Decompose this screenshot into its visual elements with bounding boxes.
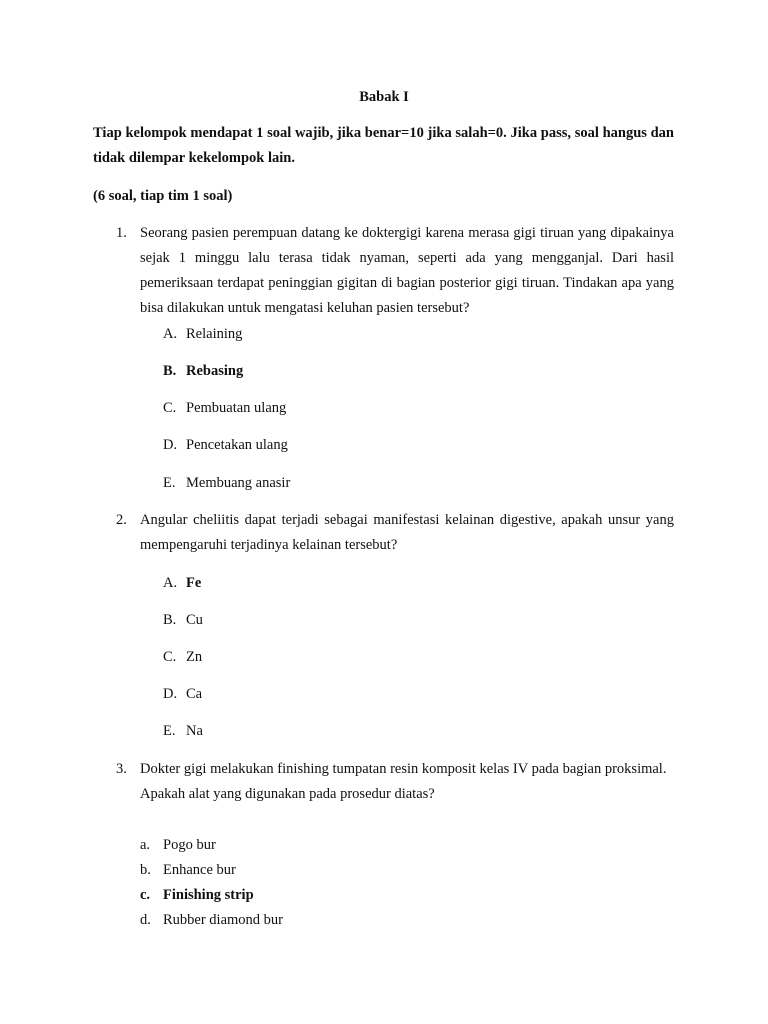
question-text: Seorang pasien perempuan datang ke doktergigi karena merasa gigi tiruan yang dipakainya sejak 1 minggu lalu terasa tidak nyaman, seperti ada yang mengganjal. Dari hasil pemeriksaan terdapat peninggian gigitan di bagian posterior gigi tiruan. Tindakan apa yang bisa dilakukan untuk mengatasi keluhan pasien tersebut? [140, 225, 674, 316]
option-1b-answer [163, 360, 243, 382]
option-label: B. [163, 363, 177, 379]
option-1d [163, 434, 288, 456]
option-text: Fe [186, 575, 202, 591]
option-label: D. [163, 437, 178, 453]
option-label: d. [140, 912, 151, 928]
question-number: 3. [116, 761, 127, 777]
question-3 [116, 757, 674, 807]
option-2b [163, 609, 203, 631]
option-text: Enhance bur [163, 862, 236, 878]
option-3d [140, 909, 283, 931]
question-text: Angular cheliitis dapat terjadi sebagai manifestasi kelainan digestive, apakah unsur yang mempengaruhi terjadinya kelainan tersebut? [140, 512, 674, 553]
option-label: a. [140, 837, 151, 853]
option-text: Rubber diamond bur [163, 912, 284, 928]
question-1 [116, 221, 674, 321]
option-2e [163, 720, 203, 742]
option-text: Membuang anasir [186, 475, 291, 491]
option-label: E. [163, 475, 176, 491]
option-3a [140, 834, 216, 856]
option-label: A. [163, 575, 178, 591]
option-label: D. [163, 686, 178, 702]
option-label: E. [163, 723, 176, 739]
option-2c [163, 646, 202, 668]
option-1e [163, 472, 290, 494]
option-text: Finishing strip [163, 887, 254, 903]
option-label: B. [163, 612, 177, 628]
option-text: Rebasing [186, 363, 244, 379]
option-text: Ca [186, 686, 203, 702]
option-label: b. [140, 862, 151, 878]
option-3c-answer [140, 884, 254, 906]
page-title: Babak I [359, 89, 409, 105]
question-subtext: Apakah alat yang digunakan pada prosedur diatas? [140, 786, 435, 802]
option-label: C. [163, 400, 177, 416]
option-label: A. [163, 326, 178, 342]
option-text: Pembuatan ulang [186, 400, 287, 416]
option-label: c. [140, 887, 151, 903]
option-1c [163, 397, 286, 419]
option-1a [163, 323, 242, 345]
option-text: Cu [186, 612, 203, 628]
question-number: 1. [116, 225, 127, 241]
option-text: Pogo bur [163, 837, 216, 853]
question-number: 2. [116, 512, 127, 528]
option-text: Na [186, 723, 203, 739]
question-2 [116, 508, 674, 558]
option-2a-answer [163, 572, 201, 594]
intro-rules: Tiap kelompok mendapat 1 soal wajib, jika benar=10 jika salah=0. Jika pass, soal hangus dan tidak dilempar kekelompok lain. [93, 125, 674, 166]
question-text: Dokter gigi melakukan finishing tumpatan resin komposit kelas IV pada bagian proksimal. [140, 761, 667, 777]
option-text: Pencetakan ulang [186, 437, 288, 453]
option-text: Relaining [186, 326, 243, 342]
subtitle: (6 soal, tiap tim 1 soal) [93, 188, 233, 204]
option-text: Zn [186, 649, 203, 665]
option-3b [140, 859, 236, 881]
option-label: C. [163, 649, 177, 665]
option-2d [163, 683, 202, 705]
